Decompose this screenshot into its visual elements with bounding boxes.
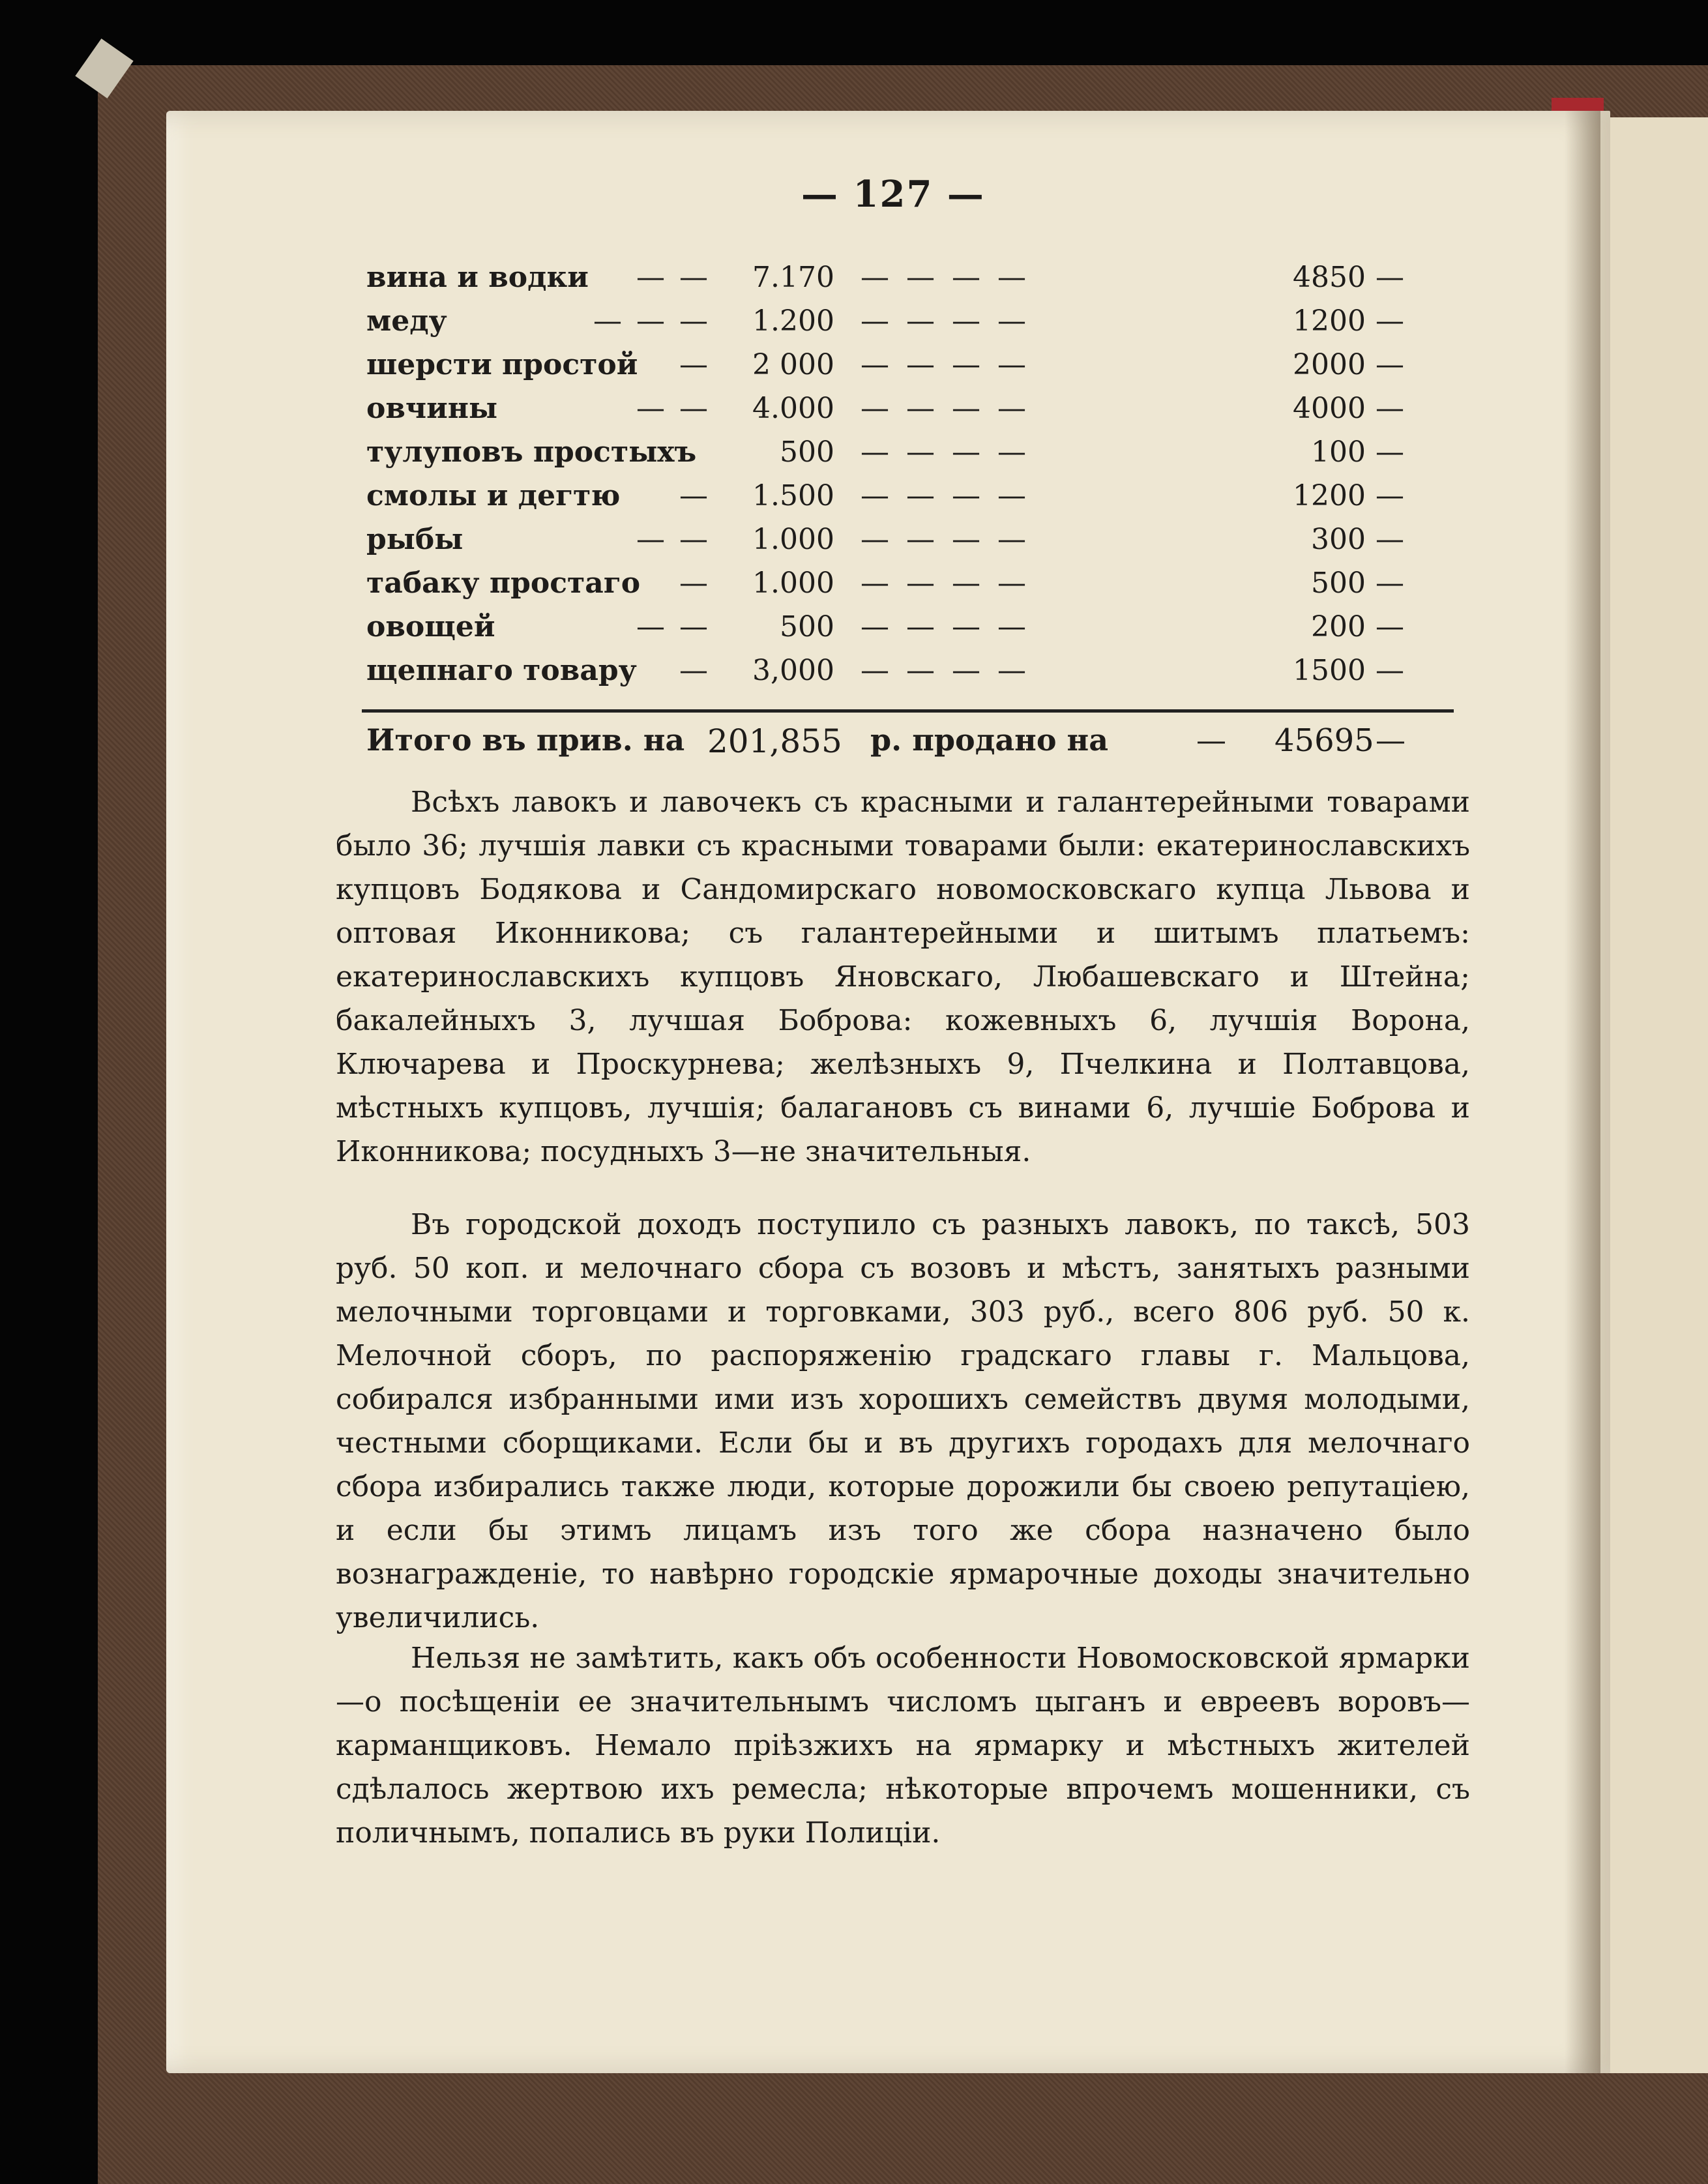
item-end-dash: — xyxy=(1376,435,1404,469)
item-quantity: 500 xyxy=(780,610,834,643)
page-number: — 127 — xyxy=(801,173,985,216)
item-lead-dashes: — — — xyxy=(593,304,711,338)
item-dashes: — — — — xyxy=(861,567,1030,600)
table-rule xyxy=(362,709,1454,713)
paragraph-shops: Всѣхъ лавокъ и лавочекъ съ красными и галантерейными товарами было 36; лучшія лавки съ красными товарами были: екатеринославскихъ купцовъ Бодякова и Сандомирскаго новомосковскаго купца Львова и оптовая Иконникова; съ галантерейными и шитымъ платьемъ: екатеринославскихъ купцовъ Яновскаго, Любашевскаго и Штейна; бакалейныхъ 3, лучшая Боброва: кожевныхъ 6, лучшія Ворона, Ключарева и Проскурнева; желѣзныхъ 9, Пчелкина и Полтавцова, мѣстныхъ купцовъ, лучшія; балагановъ съ винами 6, лучшіе Боброва и Иконникова; посудныхъ 3—не значительныя. xyxy=(336,786,1470,1168)
item-lead-dashes: — — xyxy=(636,610,711,643)
item-dashes: — — — — xyxy=(861,348,1030,381)
item-quantity: 7.170 xyxy=(752,261,834,294)
item-dashes: — — — — xyxy=(861,523,1030,556)
table-row xyxy=(0,304,1708,347)
item-name: шерсти простой xyxy=(366,348,638,381)
item-sold: 4000 xyxy=(1293,392,1366,425)
item-name: смолы и дегтю xyxy=(366,479,621,512)
item-end-dash: — xyxy=(1376,261,1404,294)
item-end-dash: — xyxy=(1376,392,1404,425)
item-dashes: — — — — xyxy=(861,654,1030,687)
item-dashes: — — — — xyxy=(861,610,1030,643)
item-quantity: 2 000 xyxy=(752,348,834,381)
item-lead-dashes: — xyxy=(679,567,711,600)
item-sold: 1200 xyxy=(1293,304,1366,338)
item-end-dash: — xyxy=(1376,304,1404,338)
item-name: меду xyxy=(366,304,447,338)
item-dashes: — — — — xyxy=(861,261,1030,294)
item-end-dash: — xyxy=(1376,610,1404,643)
paragraph-city-income: Въ городской доходъ поступило съ разныхъ лавокъ, по таксѣ, 503 руб. 50 коп. и мелочнаго сбора съ возовъ и мѣстъ, занятыхъ разными мелочными торговцами и торговками, 303 руб., всего 806 руб. 50 к. Мелочной сборъ, по распоряженію градскаго главы г. Мальцова, собирался избранными ими изъ хорошихъ семействъ двумя молодыми, честными сборщиками. Если бы и въ другихъ городахъ для мелочнаго сбора избирались также люди, которые дорожили бы своею репутаціею, и если бы этимъ лицамъ изъ того же сбора назначено было вознагражденіе, то навѣрно городскіе ярмарочные доходы значительно увеличились. xyxy=(336,1208,1470,1634)
table-row xyxy=(0,567,1708,610)
item-name: овчины xyxy=(366,392,498,425)
item-quantity: 1.000 xyxy=(752,523,834,556)
item-name: овощей xyxy=(366,610,495,643)
table-row xyxy=(0,523,1708,566)
item-lead-dashes: — xyxy=(679,654,711,687)
item-dashes: — — — — xyxy=(861,304,1030,338)
item-name: табаку простаго xyxy=(366,567,641,600)
item-end-dash: — xyxy=(1376,348,1404,381)
total-amount: 201,855 xyxy=(707,722,842,760)
item-quantity: 1.200 xyxy=(752,304,834,338)
total-end-dash: — xyxy=(1376,722,1406,758)
item-sold: 200 xyxy=(1311,610,1366,643)
item-name: рыбы xyxy=(366,523,464,556)
table-total-row xyxy=(0,722,1708,768)
total-label: Итого въ прив. на xyxy=(366,722,685,758)
item-sold: 100 xyxy=(1311,435,1366,469)
item-quantity: 500 xyxy=(780,435,834,469)
item-lead-dashes: — — xyxy=(636,523,711,556)
item-end-dash: — xyxy=(1376,567,1404,600)
item-name: щепнаго товару xyxy=(366,654,637,687)
paragraph-thieves: Нельзя не замѣтить, какъ объ особенности Новомосковской ярмарки—о посѣщеніи ее значительнымъ числомъ цыганъ и евреевъ воровъ—карманщиковъ. Немало пріѣзжихъ на ярмарку и мѣстныхъ жителей сдѣлалось жертвою ихъ ремесла; нѣкоторые впрочемъ мошенники, съ поличнымъ, попались въ руки Полиціи. xyxy=(336,1642,1470,1850)
item-dashes: — — — — xyxy=(861,435,1030,469)
item-end-dash: — xyxy=(1376,523,1404,556)
total-dash: — xyxy=(1196,722,1226,758)
item-quantity: 3,000 xyxy=(752,654,834,687)
item-sold: 300 xyxy=(1311,523,1366,556)
item-quantity: 1.000 xyxy=(752,567,834,600)
item-lead-dashes: — xyxy=(679,348,711,381)
item-name: тулуповъ простыхъ xyxy=(366,435,697,469)
item-lead-dashes: — — xyxy=(636,261,711,294)
item-end-dash: — xyxy=(1376,654,1404,687)
table-row xyxy=(0,435,1708,479)
item-sold: 1200 xyxy=(1293,479,1366,512)
item-lead-dashes: — xyxy=(679,479,711,512)
item-end-dash: — xyxy=(1376,479,1404,512)
item-quantity: 4.000 xyxy=(752,392,834,425)
table-row xyxy=(0,654,1708,697)
table-row xyxy=(0,392,1708,435)
item-lead-dashes: — — xyxy=(636,392,711,425)
table-row xyxy=(0,479,1708,522)
table-row xyxy=(0,261,1708,304)
total-sold-label: р. продано на xyxy=(870,722,1109,758)
item-sold: 4850 xyxy=(1293,261,1366,294)
table-row xyxy=(0,348,1708,391)
total-sold: 45695 xyxy=(1274,722,1374,759)
item-sold: 1500 xyxy=(1293,654,1366,687)
item-dashes: — — — — xyxy=(861,392,1030,425)
item-sold: 500 xyxy=(1311,567,1366,600)
item-dashes: — — — — xyxy=(861,479,1030,512)
item-sold: 2000 xyxy=(1293,348,1366,381)
table-row xyxy=(0,610,1708,653)
item-quantity: 1.500 xyxy=(752,479,834,512)
item-name: вина и водки xyxy=(366,261,589,294)
